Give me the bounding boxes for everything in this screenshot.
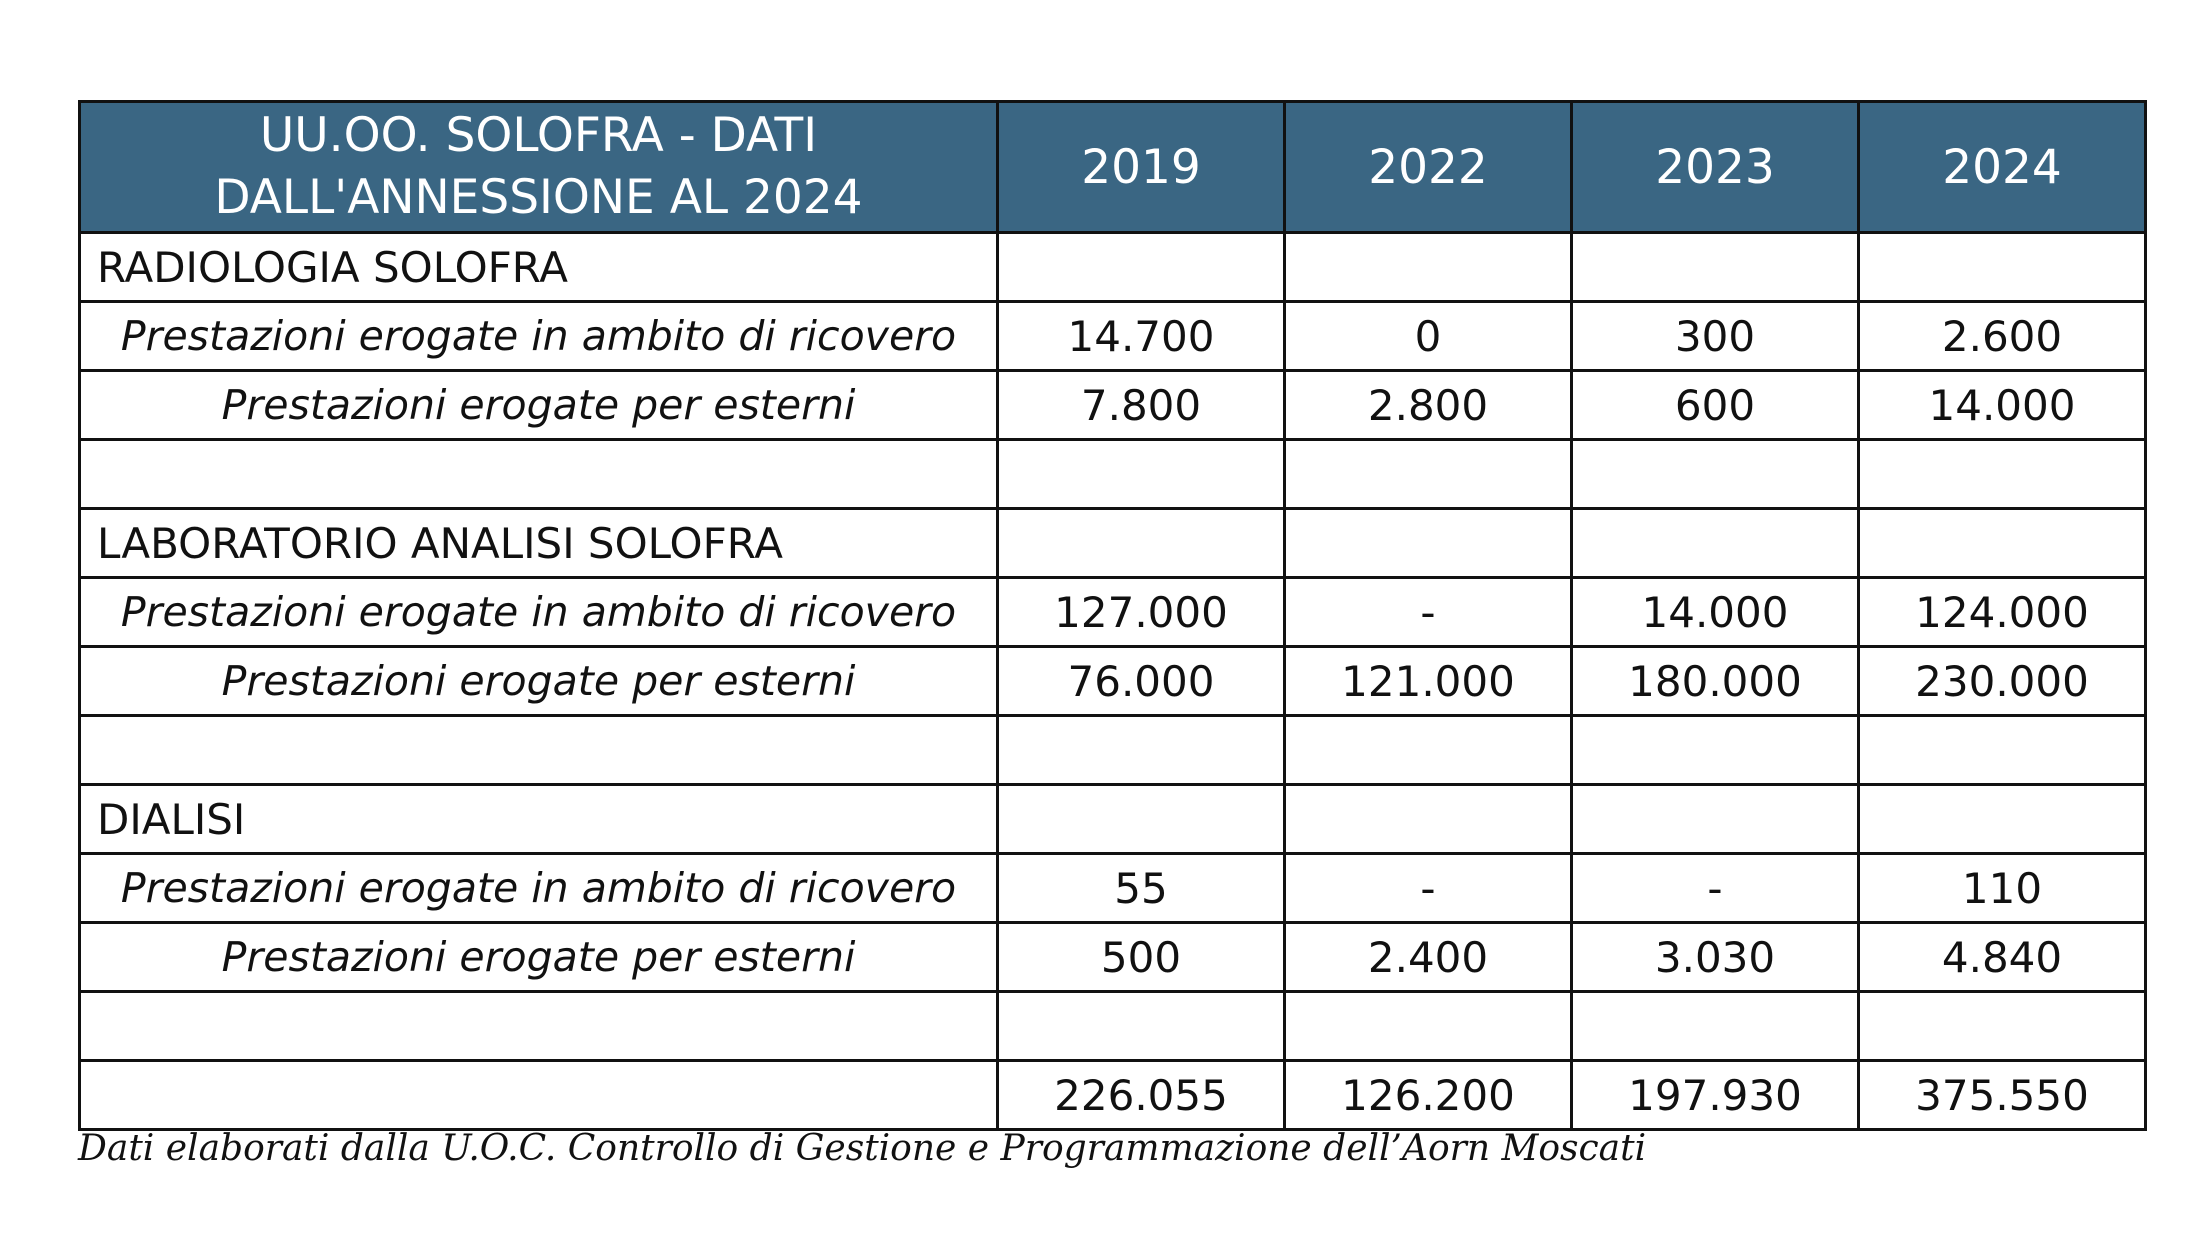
empty-cell: [1859, 440, 2146, 509]
total-cell: 126.200: [1285, 1061, 1572, 1130]
section-row-laboratorio: [80, 509, 2146, 578]
empty-cell: [1285, 509, 1572, 578]
source-note: Dati elaborati dalla U.O.C. Controllo di Gestione e Programmazione dell’Aorn Moscati: [78, 1128, 1647, 1169]
row-label: Prestazioni erogate in ambito di ricovero: [80, 854, 998, 923]
row-label: Prestazioni erogate per esterni: [80, 923, 998, 992]
value-cell: 180.000: [1572, 647, 1859, 716]
year-header-2024: 2024: [1859, 102, 2146, 233]
empty-cell: [998, 440, 1285, 509]
value-cell: 2.600: [1859, 302, 2146, 371]
value-cell: 300: [1572, 302, 1859, 371]
total-cell: 197.930: [1572, 1061, 1859, 1130]
value-cell: 55: [998, 854, 1285, 923]
value-cell: 0: [1285, 302, 1572, 371]
empty-cell: [1859, 992, 2146, 1061]
header-row: [80, 102, 2146, 233]
empty-cell: [998, 509, 1285, 578]
empty-cell: [1572, 233, 1859, 302]
section-title: DIALISI: [80, 785, 998, 854]
empty-cell: [1859, 716, 2146, 785]
value-cell: 14.000: [1572, 578, 1859, 647]
empty-cell: [1572, 992, 1859, 1061]
row-label: Prestazioni erogate in ambito di ricovero: [80, 302, 998, 371]
value-cell: 2.400: [1285, 923, 1572, 992]
empty-cell: [80, 440, 998, 509]
total-cell: 226.055: [998, 1061, 1285, 1130]
empty-cell: [1285, 785, 1572, 854]
empty-cell: [998, 716, 1285, 785]
empty-cell: [1285, 233, 1572, 302]
spacer-row: [80, 716, 2146, 785]
spacer-row: [80, 992, 2146, 1061]
section-row-dialisi: [80, 785, 2146, 854]
empty-cell: [1285, 716, 1572, 785]
table-row: [80, 578, 2146, 647]
value-cell: 127.000: [998, 578, 1285, 647]
table-row: [80, 854, 2146, 923]
value-cell: 600: [1572, 371, 1859, 440]
empty-cell: [998, 992, 1285, 1061]
section-title: LABORATORIO ANALISI SOLOFRA: [80, 509, 998, 578]
totals-row: [80, 1061, 2146, 1130]
year-header-2019: 2019: [998, 102, 1285, 233]
empty-cell: [1285, 440, 1572, 509]
empty-cell: [80, 992, 998, 1061]
value-cell: 2.800: [1285, 371, 1572, 440]
data-table: [78, 100, 2147, 1131]
empty-cell: [1572, 440, 1859, 509]
value-cell: 110: [1859, 854, 2146, 923]
value-cell: -: [1572, 854, 1859, 923]
value-cell: 500: [998, 923, 1285, 992]
empty-cell: [1859, 509, 2146, 578]
value-cell: -: [1285, 578, 1572, 647]
table-row: [80, 923, 2146, 992]
year-header-2022: 2022: [1285, 102, 1572, 233]
section-title: RADIOLOGIA SOLOFRA: [80, 233, 998, 302]
empty-cell: [1572, 785, 1859, 854]
value-cell: 7.800: [998, 371, 1285, 440]
value-cell: 124.000: [1859, 578, 2146, 647]
table-row: [80, 647, 2146, 716]
empty-cell: [1572, 716, 1859, 785]
section-row-radiologia: [80, 233, 2146, 302]
value-cell: 14.700: [998, 302, 1285, 371]
table-row: [80, 302, 2146, 371]
empty-cell: [998, 233, 1285, 302]
value-cell: 230.000: [1859, 647, 2146, 716]
value-cell: 3.030: [1572, 923, 1859, 992]
value-cell: 121.000: [1285, 647, 1572, 716]
empty-cell: [80, 716, 998, 785]
empty-cell: [1285, 992, 1572, 1061]
row-label: Prestazioni erogate per esterni: [80, 371, 998, 440]
value-cell: 4.840: [1859, 923, 2146, 992]
empty-cell: [998, 785, 1285, 854]
value-cell: -: [1285, 854, 1572, 923]
empty-cell: [1859, 785, 2146, 854]
year-header-2023: 2023: [1572, 102, 1859, 233]
value-cell: 76.000: [998, 647, 1285, 716]
table-row: [80, 371, 2146, 440]
table-title: UU.OO. SOLOFRA - DATI DALL'ANNESSIONE AL 2024: [80, 102, 998, 233]
spacer-row: [80, 440, 2146, 509]
total-cell: 375.550: [1859, 1061, 2146, 1130]
row-label: Prestazioni erogate per esterni: [80, 647, 998, 716]
value-cell: 14.000: [1859, 371, 2146, 440]
row-label: Prestazioni erogate in ambito di ricovero: [80, 578, 998, 647]
empty-cell: [1859, 233, 2146, 302]
empty-cell: [1572, 509, 1859, 578]
empty-cell: [80, 1061, 998, 1130]
